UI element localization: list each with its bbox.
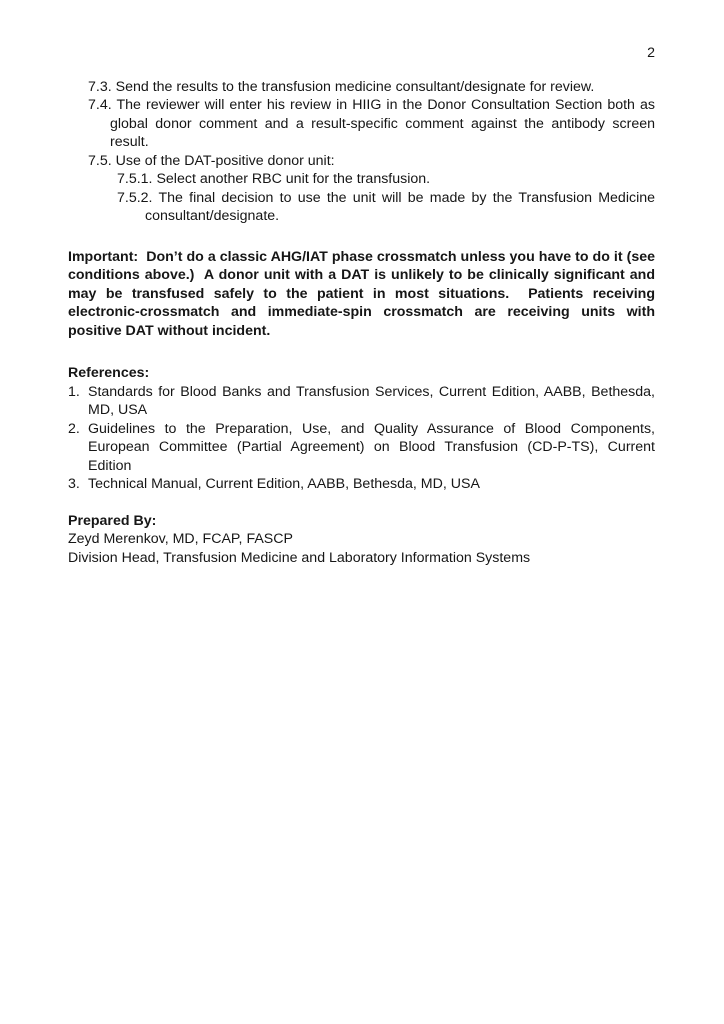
important-label: Important: [68, 248, 139, 265]
reference-number: 2. [68, 420, 80, 437]
important-note [68, 248, 655, 341]
reference-text: Guidelines to the Preparation, Use, and Quality Assurance of Blood Components, European Committee (Partial Agreement) on Blood Transfusion (CD-P-TS), Current Edition [88, 420, 655, 474]
list-item-text: Select another RBC unit for the transfusion. [156, 171, 431, 187]
reference-number: 3. [68, 476, 80, 492]
list-item-7-5-1 [117, 170, 655, 189]
reference-number: 1. [68, 383, 80, 400]
procedure-list [88, 78, 655, 226]
reference-item-3 [68, 475, 655, 494]
list-item-7-5-2 [117, 189, 655, 226]
prepared-by-title: Division Head, Transfusion Medicine and Laboratory Information Systems [68, 549, 531, 566]
references-section [68, 364, 655, 494]
list-item-number: 7.5. [88, 152, 112, 169]
list-item-number: 7.4. [88, 97, 112, 113]
list-item-7-5 [88, 152, 655, 171]
reference-item-2 [68, 420, 655, 476]
prepared-by-heading: Prepared By: [68, 512, 157, 529]
reference-text: Standards for Blood Banks and Transfusion Services, Current Edition, AABB, Bethesda, MD, USA [88, 383, 655, 418]
list-item-text: The final decision to use the unit will be made by the Transfusion Medicine consultant/designate. [145, 189, 655, 224]
list-item-text: The reviewer will enter his review in HIIG in the Donor Consultation Section both as global donor comment and a result-specific comment against the antibody screen result. [110, 97, 655, 150]
list-item-text: Send the results to the transfusion medicine consultant/designate for review. [115, 78, 595, 95]
list-item-number: 7.5.1. [117, 171, 153, 187]
page-number: 2 [647, 45, 655, 61]
list-item-number: 7.5.2. [117, 189, 153, 206]
list-item-number: 7.3. [88, 78, 112, 95]
reference-text: Technical Manual, Current Edition, AABB, Bethesda, MD, USA [88, 476, 480, 492]
list-item-text: Use of the DAT-positive donor unit: [115, 152, 335, 169]
important-text: Don’t do a classic AHG/IAT phase crossmatch unless you have to do it (see conditions above.) A donor unit with a DAT is unlikely to be clinically significant and may be transfused safely to the patient in most situations. Patients receiving electronic-crossmatch and immediate-spin crossmatch are receiving units with positive DAT without incident. [68, 248, 655, 339]
reference-item-1 [68, 383, 655, 420]
references-heading: References: [68, 365, 150, 381]
prepared-by-section [68, 512, 655, 568]
list-item-7-3 [88, 78, 655, 97]
prepared-by-name: Zeyd Merenkov, MD, FCAP, FASCP [68, 531, 293, 547]
list-item-7-4 [88, 96, 655, 152]
